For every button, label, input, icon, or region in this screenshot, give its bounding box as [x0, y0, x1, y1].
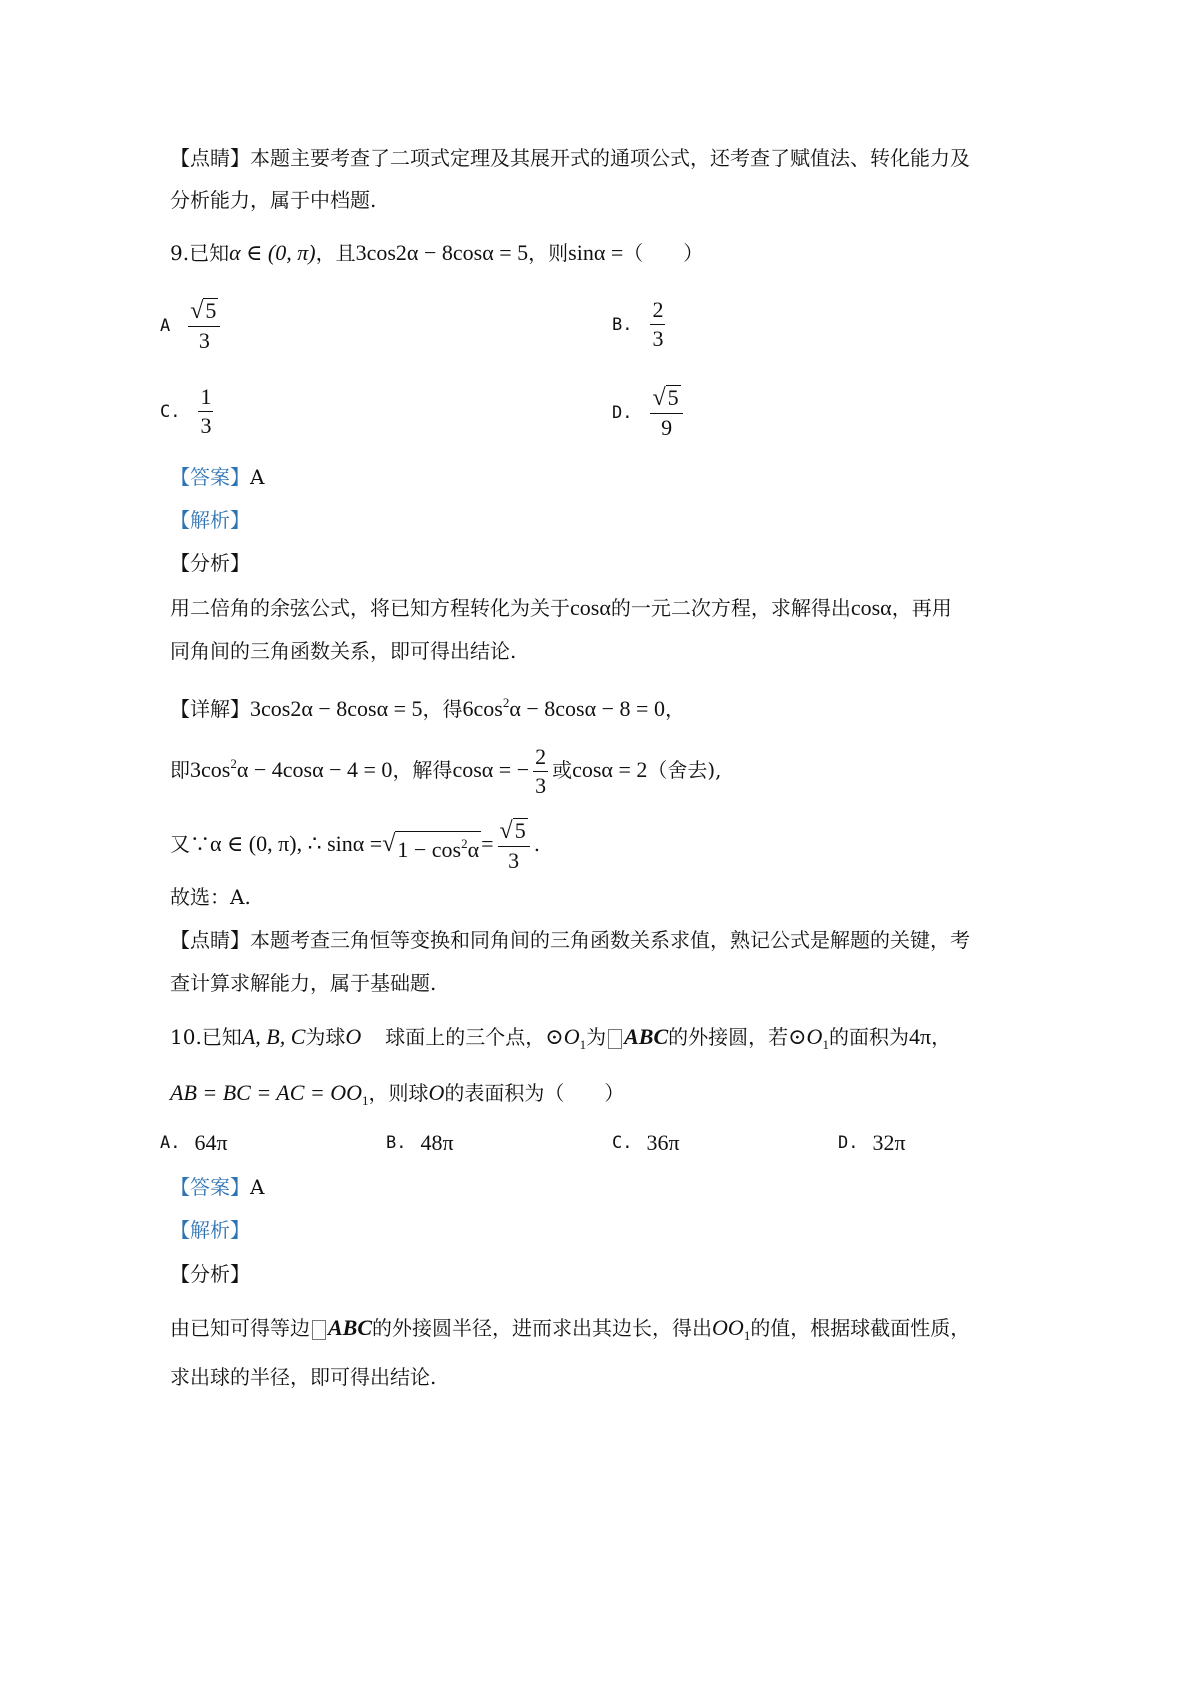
text: .: [533, 832, 541, 856]
subscript: 1: [362, 1093, 369, 1108]
text: ，解得: [392, 758, 453, 782]
q9-number: 9.已知: [170, 241, 230, 265]
math: 1 − cos: [397, 837, 462, 862]
q10-option-b[interactable]: [386, 1130, 454, 1156]
option-value: 48π: [420, 1130, 454, 1155]
option-label: D.: [612, 402, 633, 423]
option-label: A.: [160, 1133, 181, 1153]
q9-jiexi: 【解析】: [170, 508, 250, 532]
q10-analysis-line1: [170, 1313, 970, 1351]
text: 的一元二次方程，求解得出: [610, 596, 851, 620]
q10-stem-line1: [170, 1022, 951, 1060]
math: α ∈ (0, π), ∴ sinα =: [210, 831, 383, 856]
text: 用二倍角的余弦公式，将已知方程转化为关于: [170, 596, 570, 620]
note-text: 本题主要考查了二项式定理及其展开式的通项公式，还考查了赋值法、转化能力及: [250, 146, 970, 170]
text: 为球: [305, 1025, 346, 1049]
option-value: 64π: [194, 1130, 228, 1155]
q9-detail-line1: [170, 688, 685, 724]
fraction: √ 5 9: [650, 385, 682, 440]
q9-text: ，且: [315, 241, 356, 265]
frac-den: 9: [661, 415, 673, 440]
math: cosα = −: [452, 757, 530, 782]
note-text: 分析能力，属于中档题.: [170, 188, 377, 212]
subscript: 1: [743, 1328, 751, 1343]
fraction: [198, 385, 213, 438]
math: 4π: [908, 1024, 932, 1049]
math: AB = BC = AC = OO: [170, 1080, 363, 1105]
text: 的外接圆半径，进而求出其边长，得出: [372, 1316, 713, 1340]
text: 的值，根据球截面性质，: [750, 1316, 971, 1340]
fraction: √ 5 3: [498, 818, 530, 873]
text: ，: [664, 697, 685, 721]
option-value: 36π: [646, 1130, 680, 1155]
q9-stem: [170, 238, 703, 268]
math: O: [345, 1024, 362, 1049]
q9-condition: α ∈ (0, π): [229, 240, 316, 265]
text: ，则球: [368, 1081, 429, 1105]
frac-num: 5: [667, 385, 679, 410]
frac-num: 5: [205, 298, 217, 323]
text: 又∵: [170, 832, 210, 856]
q9-analysis-line2: 同角间的三角函数关系，即可得出结论.: [170, 639, 517, 663]
answer-tag: 【答案】: [170, 1175, 250, 1199]
math: ⊙O: [788, 1024, 823, 1049]
math: 6cos: [462, 696, 503, 721]
fraction: [533, 745, 548, 798]
detail-tag: 【详解】: [170, 697, 250, 721]
text: 为: [586, 1025, 607, 1049]
q10-option-c[interactable]: [612, 1130, 680, 1156]
superscript: 2: [502, 695, 510, 710]
text: ，: [931, 1025, 952, 1049]
option-value: 32π: [872, 1130, 906, 1155]
math: O: [428, 1080, 445, 1105]
superscript: 2: [461, 836, 468, 851]
q10-analysis-line2: 求出球的半径，即可得出结论.: [170, 1365, 437, 1389]
q10-answer: [170, 1172, 264, 1202]
q9-text: ，则: [528, 241, 569, 265]
note-tag: 【点睛】: [170, 928, 250, 952]
math: α − 4cosα − 4 = 0: [236, 757, 393, 782]
text: 的外接圆，若: [668, 1025, 789, 1049]
math: =: [481, 831, 494, 856]
math: cosα: [570, 595, 611, 620]
frac-num: 1: [198, 385, 213, 412]
missing-glyph-icon: [312, 1320, 326, 1340]
q9-choose: 故选：A.: [170, 885, 251, 909]
frac-den: 3: [508, 848, 520, 873]
text: 的面积为: [828, 1025, 909, 1049]
q9-option-c[interactable]: [160, 385, 217, 438]
text: ，再用: [891, 596, 952, 620]
q9-answer: [170, 462, 264, 492]
q10-jiexi: 【解析】: [170, 1218, 250, 1242]
sqrt-expr: √ $1 - \cos^2\alpha$: [382, 831, 480, 862]
answer-tag: 【答案】: [170, 465, 250, 489]
math: α: [467, 837, 480, 862]
q9-option-d[interactable]: [612, 385, 687, 440]
text: （舍去),: [647, 758, 722, 782]
option-label: C.: [612, 1133, 633, 1153]
answer-value: A: [250, 1175, 265, 1199]
note-tag: 【点睛】: [170, 146, 250, 170]
q10-stem-line2: [170, 1078, 624, 1116]
text: 即: [170, 758, 190, 782]
q9-detail-line3: [170, 818, 540, 873]
q10-option-d[interactable]: [838, 1130, 906, 1156]
math: ⊙O: [545, 1024, 580, 1049]
frac-den: 3: [535, 773, 547, 798]
q9-equation: 3cos2α − 8cosα = 5: [355, 240, 529, 265]
frac-num: 2: [533, 745, 548, 772]
q9-detail-line2: [170, 745, 722, 798]
math: 3cos2α − 8cosα = 5: [250, 696, 423, 721]
frac-num: 5: [514, 818, 526, 843]
text: 或: [552, 758, 573, 782]
subscript: 1: [579, 1037, 587, 1052]
q10-fenxi: 【分析】: [170, 1262, 250, 1286]
option-label: B.: [612, 314, 633, 335]
math: ABC: [624, 1024, 669, 1049]
frac-den: 3: [200, 413, 212, 438]
q9-option-a[interactable]: [160, 298, 224, 353]
math: OO: [712, 1315, 744, 1340]
q9-ask: sinα =: [568, 240, 624, 265]
superscript: 2: [230, 756, 237, 771]
math: A, B, C: [241, 1024, 306, 1049]
option-label: B.: [386, 1133, 407, 1153]
text: ，得: [422, 697, 463, 721]
frac-den: 3: [652, 326, 664, 351]
q9-note-line1: [170, 925, 970, 955]
math: cosα: [850, 595, 892, 620]
math: α − 8cosα − 8 = 0: [509, 696, 665, 721]
missing-glyph-icon: [608, 1029, 622, 1049]
text: 的表面积为（ ）: [444, 1081, 625, 1105]
prev-note-line1: [170, 143, 970, 173]
fraction: √ 5 3: [188, 298, 220, 353]
q9-note-line2: 查计算求解能力，属于基础题.: [170, 971, 437, 995]
q9-option-b[interactable]: [612, 298, 669, 351]
q9-analysis-line1: [170, 593, 952, 623]
subscript: 1: [822, 1037, 829, 1052]
q10-option-a[interactable]: [160, 1130, 228, 1156]
q9-fenxi: 【分析】: [170, 551, 250, 575]
note-text: 本题考查三角恒等变换和同角间的三角函数关系求值，熟记公式是解题的关键，考: [250, 928, 970, 952]
frac-den: 3: [198, 328, 210, 353]
fraction: [650, 298, 665, 351]
prev-note-line2: [170, 185, 376, 215]
math: 3cos: [190, 757, 231, 782]
option-label: D.: [838, 1133, 859, 1153]
answer-value: A: [250, 465, 265, 489]
q10-number: 10.已知: [170, 1025, 242, 1049]
option-label: A: [160, 315, 171, 336]
option-label: C.: [160, 401, 181, 422]
text: 球面上的三个点，: [385, 1025, 546, 1049]
math: ABC: [328, 1315, 373, 1340]
q9-paren: （ ）: [623, 241, 704, 265]
math: cosα = 2: [572, 757, 648, 782]
frac-num: 2: [650, 298, 665, 325]
text: 由已知可得等边: [170, 1316, 310, 1340]
